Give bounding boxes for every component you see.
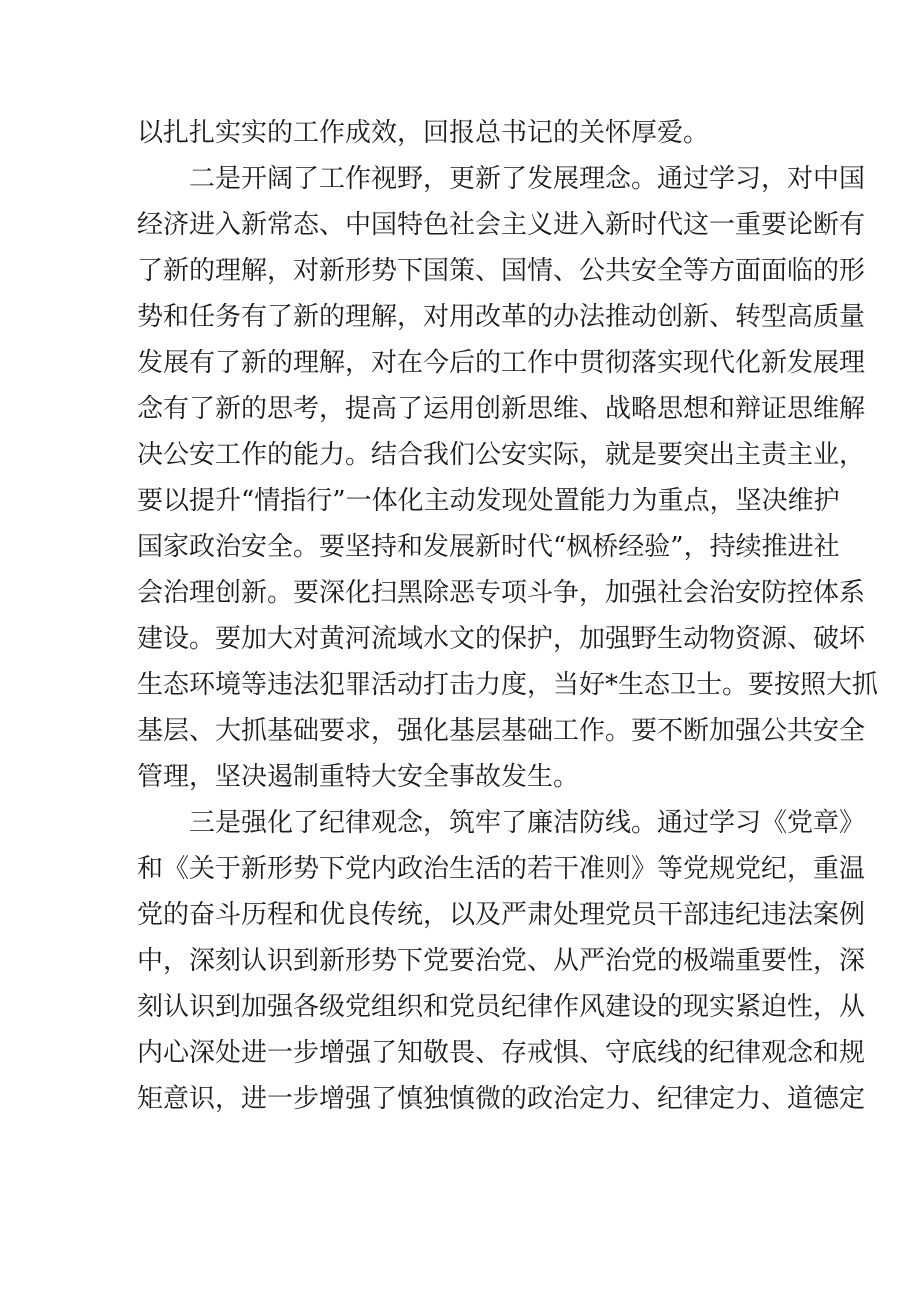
text-line: 要以提升“情指行”一体化主动发现处置能力为重点，坚决维护 <box>137 486 840 516</box>
text-line: 经济进入新常态、中国特色社会主义进入新时代这一重要论断有 <box>137 210 866 240</box>
paragraph-first-line: 二是开阔了工作视野，更新了发展理念。通过学习，对中国 <box>189 164 866 194</box>
text-line: 会治理创新。要深化扫黑除恶专项斗争，加强社会治安防控体系 <box>137 578 866 608</box>
text-line: 以扎扎实实的工作成效，回报总书记的关怀厚爱。 <box>137 118 710 148</box>
text-line: 决公安工作的能力。结合我们公安实际，就是要突出主责主业， <box>137 440 866 470</box>
text-line: 管理，坚决遏制重特大安全事故发生。 <box>137 762 580 792</box>
text-line: 生态环境等违法犯罪活动打击力度，当好*生态卫士。要按照大抓 <box>137 670 879 700</box>
text-line: 刻认识到加强各级党组织和党员纪律作风建设的现实紧迫性，从 <box>137 992 866 1022</box>
body-text <box>137 110 879 1122</box>
text-line: 内心深处进一步增强了知敬畏、存戒惧、守底线的纪律观念和规 <box>137 1038 866 1068</box>
text-line: 了新的理解，对新形势下国策、国情、公共安全等方面面临的形 <box>137 256 866 286</box>
text-line: 和《关于新形势下党内政治生活的若干准则》等党规党纪，重温 <box>137 854 866 884</box>
text-line: 建设。要加大对黄河流域水文的保护，加强野生动物资源、破坏 <box>137 624 866 654</box>
text-line: 党的奋斗历程和优良传统，以及严肃处理党员干部违纪违法案例 <box>137 900 866 930</box>
text-line: 念有了新的思考，提高了运用创新思维、战略思想和辩证思维解 <box>137 394 866 424</box>
text-line: 发展有了新的理解，对在今后的工作中贯彻落实现代化新发展理 <box>137 348 866 378</box>
text-line: 势和任务有了新的理解，对用改革的办法推动创新、转型高质量 <box>137 302 866 332</box>
text-line: 基层、大抓基础要求，强化基层基础工作。要不断加强公共安全 <box>137 716 866 746</box>
text-line: 国家政治安全。要坚持和发展新时代“枫桥经验”，持续推进社 <box>137 532 840 562</box>
text-line: 矩意识，进一步增强了慎独慎微的政治定力、纪律定力、道德定 <box>137 1084 866 1114</box>
text-line: 中，深刻认识到新形势下党要治党、从严治党的极端重要性，深 <box>137 946 866 976</box>
paragraph-first-line: 三是强化了纪律观念，筑牢了廉洁防线。通过学习《党章》 <box>189 808 866 838</box>
